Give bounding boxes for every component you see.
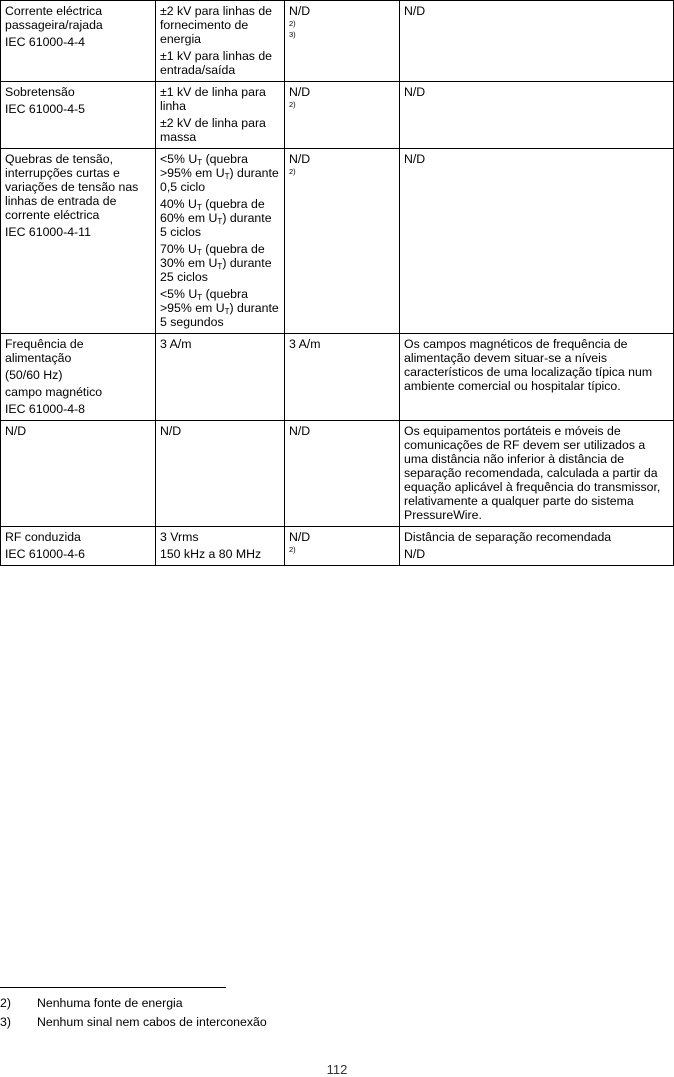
phenomenon-cell — [1, 334, 156, 421]
test-level-text: 150 kHz a 80 MHz — [160, 547, 262, 561]
footnote-ref: 2) — [289, 100, 296, 109]
table-row — [1, 334, 674, 421]
phenomenon-text: N/D — [5, 424, 27, 438]
test-level-text — [160, 197, 281, 239]
test-level-text: N/D — [160, 424, 182, 438]
phenomenon-text: IEC 61000-4-8 — [5, 402, 85, 416]
phenomenon-text: Sobretensão — [5, 85, 75, 99]
test-level-text — [160, 242, 281, 284]
footnote-ref: 2) — [289, 167, 296, 176]
subscript: T — [196, 248, 202, 257]
guidance-cell — [400, 527, 674, 566]
phenomenon-text: IEC 61000-4-5 — [5, 102, 85, 116]
phenomenon-cell — [1, 149, 156, 334]
subscript: T — [197, 293, 203, 302]
compliance-cell — [285, 82, 400, 149]
compliance-cell — [285, 1, 400, 82]
test-level-text: ±2 kV de linha para massa — [160, 116, 266, 144]
text-run: (quebra >95% em U — [160, 287, 248, 315]
test-level-text: ±1 kV para linhas de entrada/saída — [160, 49, 273, 77]
test-level-cell — [156, 82, 285, 149]
phenomenon-text: IEC 61000-4-4 — [5, 35, 85, 49]
footnote-text: Nenhum sinal nem cabos de interconexão — [37, 1015, 267, 1029]
test-level-text: ±1 kV de linha para linha — [160, 85, 266, 113]
compliance-cell — [285, 527, 400, 566]
compliance-level: N/D — [289, 85, 311, 99]
text-run: ) durante 5 ciclos — [160, 211, 272, 239]
test-level-cell — [156, 421, 285, 527]
text-run: <5% U — [160, 152, 198, 166]
phenomenon-text: IEC 61000-4-6 — [5, 547, 85, 561]
subscript: T — [217, 262, 223, 271]
subscript: T — [217, 217, 223, 226]
guidance-text: N/D — [404, 547, 426, 561]
guidance-text: Os campos magnéticos de frequência de alimentação devem situar-se a níveis característicos de uma localização típica num ambiente comercial ou hospitalar típico. — [404, 337, 653, 393]
text-run: 70% U — [160, 242, 197, 256]
test-level-text — [160, 152, 281, 194]
footnote-divider — [0, 987, 226, 988]
guidance-text: Os equipamentos portáteis e móveis de comunicações de RF devem ser utilizados a uma distância não inferior à distância de separação recomendada, calculada a partir da equação aplicável à frequência do transmissor, relativamente a qualquer parte do sistema PressureWire. — [404, 424, 661, 522]
footnote-ref: 3) — [289, 30, 296, 39]
subscript: T — [224, 172, 230, 181]
guidance-cell — [400, 82, 674, 149]
test-level-text — [160, 287, 281, 329]
phenomenon-cell — [1, 527, 156, 566]
phenomenon-text: Corrente eléctrica passageira/rajada — [5, 4, 103, 32]
footnote-ref: 2) — [289, 19, 296, 28]
guidance-text: N/D — [404, 4, 426, 18]
guidance-cell — [400, 149, 674, 334]
table-row — [1, 149, 674, 334]
footnote-number: 2) — [0, 996, 11, 1010]
page-number: 112 — [326, 1062, 348, 1077]
test-level-cell — [156, 334, 285, 421]
subscript: T — [224, 307, 230, 316]
test-level-cell — [156, 527, 285, 566]
table-row — [1, 527, 674, 566]
footnote-ref: 2) — [289, 545, 296, 554]
table-row — [1, 82, 674, 149]
text-run: <5% U — [160, 287, 198, 301]
text-run: (quebra de 30% em U — [160, 242, 265, 270]
text-run: 40% U — [160, 197, 197, 211]
footnote — [0, 1015, 267, 1029]
text-run: (quebra de 60% em U — [160, 197, 265, 225]
table-row — [1, 421, 674, 527]
test-level-text: 3 Vrms — [160, 530, 199, 544]
compliance-cell — [285, 421, 400, 527]
table-row — [1, 1, 674, 82]
subscript: T — [197, 158, 203, 167]
phenomenon-cell — [1, 1, 156, 82]
subscript: T — [196, 203, 202, 212]
phenomenon-text: (50/60 Hz) — [5, 368, 63, 382]
compliance-level: 3 A/m — [289, 337, 321, 351]
text-run: ) durante 25 ciclos — [160, 256, 272, 284]
footnotes — [0, 996, 267, 1034]
phenomenon-text: Quebras de tensão, interrupções curtas e variações de tensão nas linhas de entrada de corrente eléctrica — [5, 152, 139, 222]
compliance-level: N/D — [289, 424, 311, 438]
guidance-text: N/D — [404, 85, 426, 99]
guidance-text: Distância de separação recomendada — [404, 530, 612, 544]
phenomenon-cell — [1, 82, 156, 149]
compliance-level: N/D — [289, 530, 311, 544]
footnote-number: 3) — [0, 1015, 11, 1029]
test-level-cell — [156, 149, 285, 334]
compliance-level: N/D — [289, 4, 311, 18]
phenomenon-text: RF conduzida — [5, 530, 81, 544]
guidance-cell — [400, 421, 674, 527]
test-level-text: 3 A/m — [160, 337, 192, 351]
compliance-cell — [285, 149, 400, 334]
text-run: ) durante 5 segundos — [160, 301, 279, 329]
footnote-text: Nenhuma fonte de energia — [37, 996, 183, 1010]
test-level-text: ±2 kV para linhas de fornecimento de energia — [160, 4, 273, 46]
compliance-cell — [285, 334, 400, 421]
test-level-cell — [156, 1, 285, 82]
compliance-level: N/D — [289, 152, 311, 166]
phenomenon-cell — [1, 421, 156, 527]
phenomenon-text: Frequência de alimentação — [5, 337, 84, 365]
text-run: (quebra >95% em U — [160, 152, 248, 180]
guidance-cell — [400, 334, 674, 421]
footnote — [0, 996, 267, 1010]
phenomenon-text: campo magnético — [5, 385, 103, 399]
guidance-cell — [400, 1, 674, 82]
phenomenon-text: IEC 61000-4-11 — [5, 225, 91, 239]
text-run: ) durante 0,5 ciclo — [160, 166, 279, 194]
guidance-text: N/D — [404, 152, 426, 166]
